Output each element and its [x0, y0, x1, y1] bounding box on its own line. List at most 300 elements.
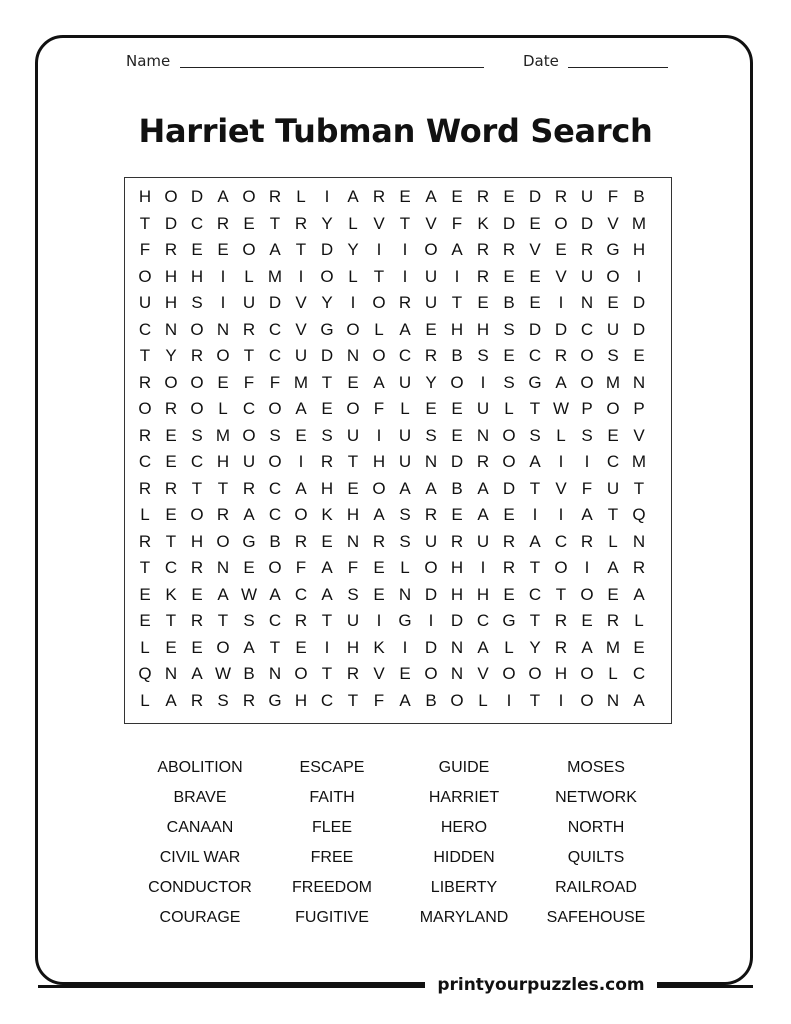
grid-letter[interactable]: I — [402, 240, 408, 259]
grid-letter[interactable]: C — [268, 505, 282, 524]
grid-letter[interactable]: H — [450, 558, 464, 577]
grid-letter[interactable]: S — [503, 319, 515, 339]
grid-letter[interactable]: S — [581, 425, 593, 445]
grid-letter[interactable]: S — [191, 425, 203, 445]
grid-letter[interactable]: N — [216, 319, 230, 339]
grid-letter[interactable]: O — [294, 505, 308, 524]
grid-letter[interactable]: O — [606, 266, 620, 286]
grid-letter[interactable]: T — [529, 478, 541, 498]
grid-letter[interactable]: H — [476, 584, 490, 604]
grid-letter[interactable]: C — [294, 584, 308, 604]
grid-letter[interactable]: I — [220, 293, 226, 312]
grid-letter[interactable]: O — [190, 399, 204, 418]
grid-letter[interactable]: R — [502, 558, 516, 577]
grid-letter[interactable]: O — [164, 372, 178, 392]
grid-letter[interactable]: T — [217, 611, 229, 630]
grid-letter[interactable]: E — [633, 637, 645, 657]
grid-letter[interactable]: F — [373, 690, 385, 710]
grid-letter[interactable]: A — [399, 319, 411, 339]
grid-letter[interactable]: E — [607, 584, 619, 604]
grid-letter[interactable]: E — [373, 584, 385, 604]
grid-letter[interactable]: S — [399, 531, 411, 551]
grid-letter[interactable]: C — [580, 319, 594, 339]
grid-letter[interactable]: R — [320, 452, 334, 471]
grid-letter[interactable]: L — [504, 399, 514, 418]
grid-letter[interactable]: L — [608, 664, 618, 683]
grid-letter[interactable]: R — [242, 478, 256, 498]
grid-letter[interactable]: O — [242, 240, 256, 259]
grid-letter[interactable]: E — [425, 399, 437, 418]
grid-letter[interactable]: T — [269, 213, 281, 233]
grid-letter[interactable]: S — [217, 690, 229, 710]
grid-letter[interactable]: R — [294, 611, 308, 630]
grid-letter[interactable]: Y — [425, 372, 437, 392]
grid-letter[interactable]: E — [191, 584, 203, 604]
grid-letter[interactable]: O — [346, 319, 360, 339]
grid-letter[interactable]: G — [268, 690, 282, 710]
grid-letter[interactable]: R — [580, 240, 594, 259]
grid-letter[interactable]: T — [529, 558, 541, 577]
grid-letter[interactable]: N — [450, 637, 464, 657]
grid-letter[interactable]: U — [606, 319, 620, 339]
grid-letter[interactable]: E — [347, 372, 359, 392]
grid-letter[interactable]: U — [580, 187, 594, 206]
grid-letter[interactable]: L — [296, 187, 306, 206]
grid-letter[interactable]: N — [398, 584, 412, 604]
grid-letter[interactable]: R — [476, 452, 490, 471]
grid-letter[interactable]: N — [268, 664, 282, 683]
grid-letter[interactable]: O — [450, 690, 464, 710]
grid-letter[interactable]: V — [555, 266, 567, 286]
grid-letter[interactable]: O — [346, 399, 360, 418]
grid-letter[interactable]: T — [347, 690, 359, 710]
grid-letter[interactable]: M — [605, 372, 621, 392]
grid-letter[interactable]: I — [350, 293, 356, 312]
grid-letter[interactable]: R — [554, 637, 568, 657]
grid-letter[interactable]: D — [632, 319, 646, 339]
grid-letter[interactable]: A — [373, 372, 385, 392]
grid-letter[interactable]: I — [558, 690, 564, 710]
grid-letter[interactable]: K — [165, 584, 177, 604]
grid-letter[interactable]: V — [529, 240, 541, 259]
grid-letter[interactable]: A — [243, 505, 255, 524]
grid-letter[interactable]: D — [580, 213, 594, 233]
grid-letter[interactable]: E — [503, 346, 515, 365]
grid-letter[interactable]: F — [581, 478, 593, 498]
grid-letter[interactable]: R — [450, 531, 464, 551]
grid-letter[interactable]: I — [376, 611, 382, 630]
grid-letter[interactable]: Y — [347, 240, 359, 259]
grid-letter[interactable]: E — [633, 346, 645, 365]
grid-letter[interactable]: A — [529, 452, 541, 471]
grid-letter[interactable]: I — [636, 266, 642, 286]
grid-letter[interactable]: I — [532, 505, 538, 524]
grid-letter[interactable]: T — [165, 611, 177, 630]
grid-letter[interactable]: H — [346, 505, 360, 524]
grid-letter[interactable]: E — [529, 293, 541, 312]
grid-letter[interactable]: I — [376, 425, 382, 445]
grid-letter[interactable]: E — [451, 399, 463, 418]
grid-letter[interactable]: T — [555, 584, 567, 604]
grid-letter[interactable]: T — [529, 611, 541, 630]
grid-letter[interactable]: C — [138, 452, 152, 471]
grid-letter[interactable]: S — [399, 505, 411, 524]
grid-letter[interactable]: E — [217, 372, 229, 392]
grid-letter[interactable]: L — [244, 266, 254, 286]
grid-letter[interactable]: E — [503, 505, 515, 524]
grid-letter[interactable]: I — [480, 372, 486, 392]
grid-letter[interactable]: E — [451, 187, 463, 206]
grid-letter[interactable]: E — [529, 266, 541, 286]
grid-letter[interactable]: D — [502, 478, 516, 498]
grid-letter[interactable]: A — [399, 690, 411, 710]
grid-letter[interactable]: T — [451, 293, 463, 312]
grid-letter[interactable]: S — [191, 293, 203, 312]
grid-letter[interactable]: E — [503, 187, 515, 206]
grid-letter[interactable]: O — [424, 240, 438, 259]
grid-letter[interactable]: T — [529, 399, 541, 418]
grid-letter[interactable]: C — [268, 319, 282, 339]
grid-letter[interactable]: R — [554, 187, 568, 206]
grid-letter[interactable]: G — [528, 372, 542, 392]
grid-letter[interactable]: Y — [529, 637, 541, 657]
grid-letter[interactable]: H — [346, 637, 360, 657]
grid-letter[interactable]: R — [164, 478, 178, 498]
grid-letter[interactable]: A — [321, 584, 333, 604]
grid-letter[interactable]: C — [242, 399, 256, 418]
grid-letter[interactable]: R — [476, 187, 490, 206]
grid-letter[interactable]: A — [399, 478, 411, 498]
grid-letter[interactable]: E — [607, 425, 619, 445]
grid-letter[interactable]: E — [165, 452, 177, 471]
grid-letter[interactable]: C — [268, 611, 282, 630]
grid-letter[interactable]: E — [607, 293, 619, 312]
grid-letter[interactable]: R — [294, 531, 308, 551]
grid-letter[interactable]: R — [554, 611, 568, 630]
grid-letter[interactable]: H — [190, 531, 204, 551]
grid-letter[interactable]: R — [632, 558, 646, 577]
grid-letter[interactable]: L — [504, 637, 514, 657]
grid-letter[interactable]: O — [268, 399, 282, 418]
grid-letter[interactable]: K — [373, 637, 385, 657]
grid-letter[interactable]: H — [138, 187, 152, 206]
grid-letter[interactable]: Y — [321, 213, 333, 233]
grid-letter[interactable]: I — [584, 558, 590, 577]
grid-letter[interactable]: R — [190, 346, 204, 365]
grid-letter[interactable]: V — [295, 293, 307, 312]
grid-letter[interactable]: L — [140, 637, 150, 657]
grid-letter[interactable]: O — [424, 558, 438, 577]
grid-letter[interactable]: C — [476, 611, 490, 630]
grid-letter[interactable]: Q — [138, 664, 152, 683]
grid-letter[interactable]: O — [216, 531, 230, 551]
grid-letter[interactable]: R — [138, 372, 152, 392]
grid-letter[interactable]: E — [295, 425, 307, 445]
grid-letter[interactable]: T — [321, 664, 333, 683]
grid-letter[interactable]: F — [295, 558, 307, 577]
grid-letter[interactable]: L — [634, 611, 644, 630]
grid-letter[interactable]: I — [298, 452, 304, 471]
grid-letter[interactable]: C — [268, 478, 282, 498]
grid-letter[interactable]: E — [295, 637, 307, 657]
grid-letter[interactable]: D — [632, 293, 646, 312]
grid-letter[interactable]: V — [607, 213, 619, 233]
grid-letter[interactable]: Q — [632, 505, 646, 524]
grid-letter[interactable]: A — [607, 558, 619, 577]
grid-letter[interactable]: O — [320, 266, 334, 286]
grid-letter[interactable]: P — [633, 399, 645, 418]
grid-letter[interactable]: R — [476, 266, 490, 286]
grid-letter[interactable]: E — [243, 558, 255, 577]
grid-letter[interactable]: G — [606, 240, 620, 259]
grid-letter[interactable]: O — [554, 558, 568, 577]
grid-letter[interactable]: A — [269, 584, 281, 604]
grid-letter[interactable]: N — [632, 531, 646, 551]
grid-letter[interactable]: L — [400, 558, 410, 577]
grid-letter[interactable]: A — [295, 478, 307, 498]
grid-letter[interactable]: U — [476, 399, 490, 418]
grid-letter[interactable]: A — [425, 187, 437, 206]
grid-letter[interactable]: D — [424, 637, 438, 657]
grid-letter[interactable]: O — [268, 558, 282, 577]
grid-letter[interactable]: H — [450, 584, 464, 604]
grid-letter[interactable]: H — [164, 293, 178, 312]
grid-letter[interactable]: D — [528, 187, 542, 206]
grid-letter[interactable]: O — [580, 664, 594, 683]
grid-letter[interactable]: R — [216, 505, 230, 524]
grid-letter[interactable]: L — [218, 399, 228, 418]
grid-letter[interactable]: R — [190, 558, 204, 577]
grid-letter[interactable]: O — [372, 478, 386, 498]
grid-letter[interactable]: B — [633, 187, 645, 206]
grid-letter[interactable]: A — [425, 478, 437, 498]
grid-letter[interactable]: B — [451, 346, 463, 365]
grid-letter[interactable]: I — [298, 266, 304, 286]
grid-letter[interactable]: R — [606, 611, 620, 630]
grid-letter[interactable]: G — [242, 531, 256, 551]
grid-letter[interactable]: H — [554, 664, 568, 683]
grid-letter[interactable]: Y — [321, 293, 333, 312]
date-field-line[interactable] — [568, 67, 668, 68]
grid-letter[interactable]: H — [450, 319, 464, 339]
grid-letter[interactable]: T — [373, 266, 385, 286]
grid-letter[interactable]: S — [607, 346, 619, 365]
grid-letter[interactable]: O — [502, 425, 516, 445]
grid-letter[interactable]: E — [191, 637, 203, 657]
grid-letter[interactable]: T — [139, 346, 151, 365]
grid-letter[interactable]: M — [631, 213, 647, 233]
grid-letter[interactable]: K — [321, 505, 333, 524]
grid-letter[interactable]: H — [320, 478, 334, 498]
grid-letter[interactable]: V — [633, 425, 645, 445]
grid-letter[interactable]: U — [346, 425, 360, 445]
grid-letter[interactable]: E — [555, 240, 567, 259]
grid-letter[interactable]: R — [424, 505, 438, 524]
grid-letter[interactable]: C — [528, 584, 542, 604]
grid-letter[interactable]: L — [556, 425, 566, 445]
grid-letter[interactable]: L — [374, 319, 384, 339]
grid-letter[interactable]: I — [480, 558, 486, 577]
grid-letter[interactable]: E — [347, 478, 359, 498]
grid-letter[interactable]: U — [580, 266, 594, 286]
grid-letter[interactable]: O — [190, 372, 204, 392]
grid-letter[interactable]: A — [633, 584, 645, 604]
grid-letter[interactable]: A — [217, 584, 229, 604]
grid-letter[interactable]: G — [320, 319, 334, 339]
grid-letter[interactable]: V — [477, 664, 489, 683]
grid-letter[interactable]: U — [398, 452, 412, 471]
grid-letter[interactable]: U — [398, 372, 412, 392]
grid-letter[interactable]: T — [165, 531, 177, 551]
grid-letter[interactable]: V — [555, 478, 567, 498]
grid-letter[interactable]: C — [528, 346, 542, 365]
grid-letter[interactable]: N — [164, 319, 178, 339]
grid-letter[interactable]: C — [190, 452, 204, 471]
grid-letter[interactable]: O — [580, 346, 594, 365]
grid-letter[interactable]: T — [399, 213, 411, 233]
grid-letter[interactable]: T — [217, 478, 229, 498]
grid-letter[interactable]: C — [554, 531, 568, 551]
grid-letter[interactable]: A — [555, 372, 567, 392]
grid-letter[interactable]: U — [398, 425, 412, 445]
grid-letter[interactable]: A — [191, 664, 203, 683]
grid-letter[interactable]: A — [373, 505, 385, 524]
grid-letter[interactable]: C — [606, 452, 620, 471]
grid-letter[interactable]: E — [529, 213, 541, 233]
grid-letter[interactable]: W — [240, 584, 258, 604]
grid-letter[interactable]: O — [138, 266, 152, 286]
grid-letter[interactable]: A — [295, 399, 307, 418]
grid-letter[interactable]: I — [220, 266, 226, 286]
grid-letter[interactable]: O — [372, 293, 386, 312]
grid-letter[interactable]: D — [424, 584, 438, 604]
grid-letter[interactable]: E — [191, 240, 203, 259]
grid-letter[interactable]: E — [503, 584, 515, 604]
grid-letter[interactable]: D — [164, 213, 178, 233]
grid-letter[interactable]: M — [605, 637, 621, 657]
grid-letter[interactable]: H — [164, 266, 178, 286]
grid-letter[interactable]: I — [558, 452, 564, 471]
grid-letter[interactable]: O — [580, 372, 594, 392]
grid-letter[interactable]: N — [216, 558, 230, 577]
grid-letter[interactable]: O — [268, 452, 282, 471]
grid-letter[interactable]: V — [373, 213, 385, 233]
grid-letter[interactable]: T — [633, 478, 645, 498]
grid-letter[interactable]: O — [164, 187, 178, 206]
grid-letter[interactable]: I — [324, 187, 330, 206]
grid-letter[interactable]: W — [552, 399, 570, 418]
grid-letter[interactable]: E — [399, 664, 411, 683]
grid-letter[interactable]: B — [503, 293, 515, 312]
grid-letter[interactable]: A — [217, 187, 229, 206]
grid-letter[interactable]: R — [554, 346, 568, 365]
grid-letter[interactable]: R — [164, 399, 178, 418]
grid-letter[interactable]: S — [477, 346, 489, 365]
grid-letter[interactable]: N — [632, 372, 646, 392]
grid-letter[interactable]: A — [477, 505, 489, 524]
grid-letter[interactable]: L — [140, 690, 150, 710]
grid-letter[interactable]: R — [138, 531, 152, 551]
grid-letter[interactable]: R — [502, 531, 516, 551]
grid-letter[interactable]: E — [503, 266, 515, 286]
grid-letter[interactable]: D — [268, 293, 282, 312]
grid-letter[interactable]: R — [216, 213, 230, 233]
grid-letter[interactable]: O — [502, 664, 516, 683]
grid-letter[interactable]: A — [581, 637, 593, 657]
grid-letter[interactable]: R — [242, 690, 256, 710]
grid-letter[interactable]: N — [450, 664, 464, 683]
grid-letter[interactable]: E — [217, 240, 229, 259]
grid-letter[interactable]: B — [425, 690, 437, 710]
grid-letter[interactable]: U — [606, 478, 620, 498]
grid-letter[interactable]: T — [295, 240, 307, 259]
grid-letter[interactable]: U — [424, 266, 438, 286]
grid-letter[interactable]: C — [632, 664, 646, 683]
grid-letter[interactable]: R — [190, 690, 204, 710]
grid-letter[interactable]: S — [529, 425, 541, 445]
grid-letter[interactable]: M — [293, 372, 309, 392]
grid-letter[interactable]: T — [139, 558, 151, 577]
grid-letter[interactable]: A — [477, 637, 489, 657]
grid-letter[interactable]: I — [402, 637, 408, 657]
grid-letter[interactable]: O — [216, 637, 230, 657]
grid-letter[interactable]: H — [476, 319, 490, 339]
grid-letter[interactable]: G — [502, 611, 516, 630]
grid-letter[interactable]: I — [558, 505, 564, 524]
grid-letter[interactable]: O — [242, 187, 256, 206]
grid-letter[interactable]: I — [558, 293, 564, 312]
grid-letter[interactable]: R — [346, 664, 360, 683]
grid-letter[interactable]: S — [503, 372, 515, 392]
grid-letter[interactable]: D — [528, 319, 542, 339]
grid-letter[interactable]: F — [269, 372, 281, 392]
grid-letter[interactable]: N — [476, 425, 490, 445]
grid-letter[interactable]: L — [140, 505, 150, 524]
grid-letter[interactable]: F — [347, 558, 359, 577]
grid-letter[interactable]: E — [399, 187, 411, 206]
grid-letter[interactable]: L — [348, 213, 358, 233]
grid-letter[interactable]: U — [424, 293, 438, 312]
grid-letter[interactable]: A — [477, 478, 489, 498]
grid-letter[interactable]: V — [295, 319, 307, 339]
grid-letter[interactable]: D — [190, 187, 204, 206]
grid-letter[interactable]: P — [581, 399, 593, 418]
grid-letter[interactable]: C — [138, 319, 152, 339]
grid-letter[interactable]: I — [376, 240, 382, 259]
grid-letter[interactable]: R — [372, 531, 386, 551]
grid-letter[interactable]: D — [450, 611, 464, 630]
grid-letter[interactable]: N — [164, 664, 178, 683]
grid-letter[interactable]: R — [502, 240, 516, 259]
grid-letter[interactable]: O — [294, 664, 308, 683]
grid-letter[interactable]: I — [324, 637, 330, 657]
grid-letter[interactable]: A — [581, 505, 593, 524]
grid-letter[interactable]: N — [606, 690, 620, 710]
grid-letter[interactable]: R — [164, 240, 178, 259]
grid-letter[interactable]: T — [243, 346, 255, 365]
grid-letter[interactable]: O — [450, 372, 464, 392]
grid-letter[interactable]: O — [372, 346, 386, 365]
grid-letter[interactable]: T — [321, 372, 333, 392]
grid-letter[interactable]: M — [267, 266, 283, 286]
grid-letter[interactable]: D — [450, 452, 464, 471]
grid-letter[interactable]: R — [398, 293, 412, 312]
grid-letter[interactable]: E — [451, 425, 463, 445]
grid-letter[interactable]: O — [606, 399, 620, 418]
grid-letter[interactable]: T — [191, 478, 203, 498]
grid-letter[interactable]: H — [372, 452, 386, 471]
grid-letter[interactable]: U — [242, 452, 256, 471]
